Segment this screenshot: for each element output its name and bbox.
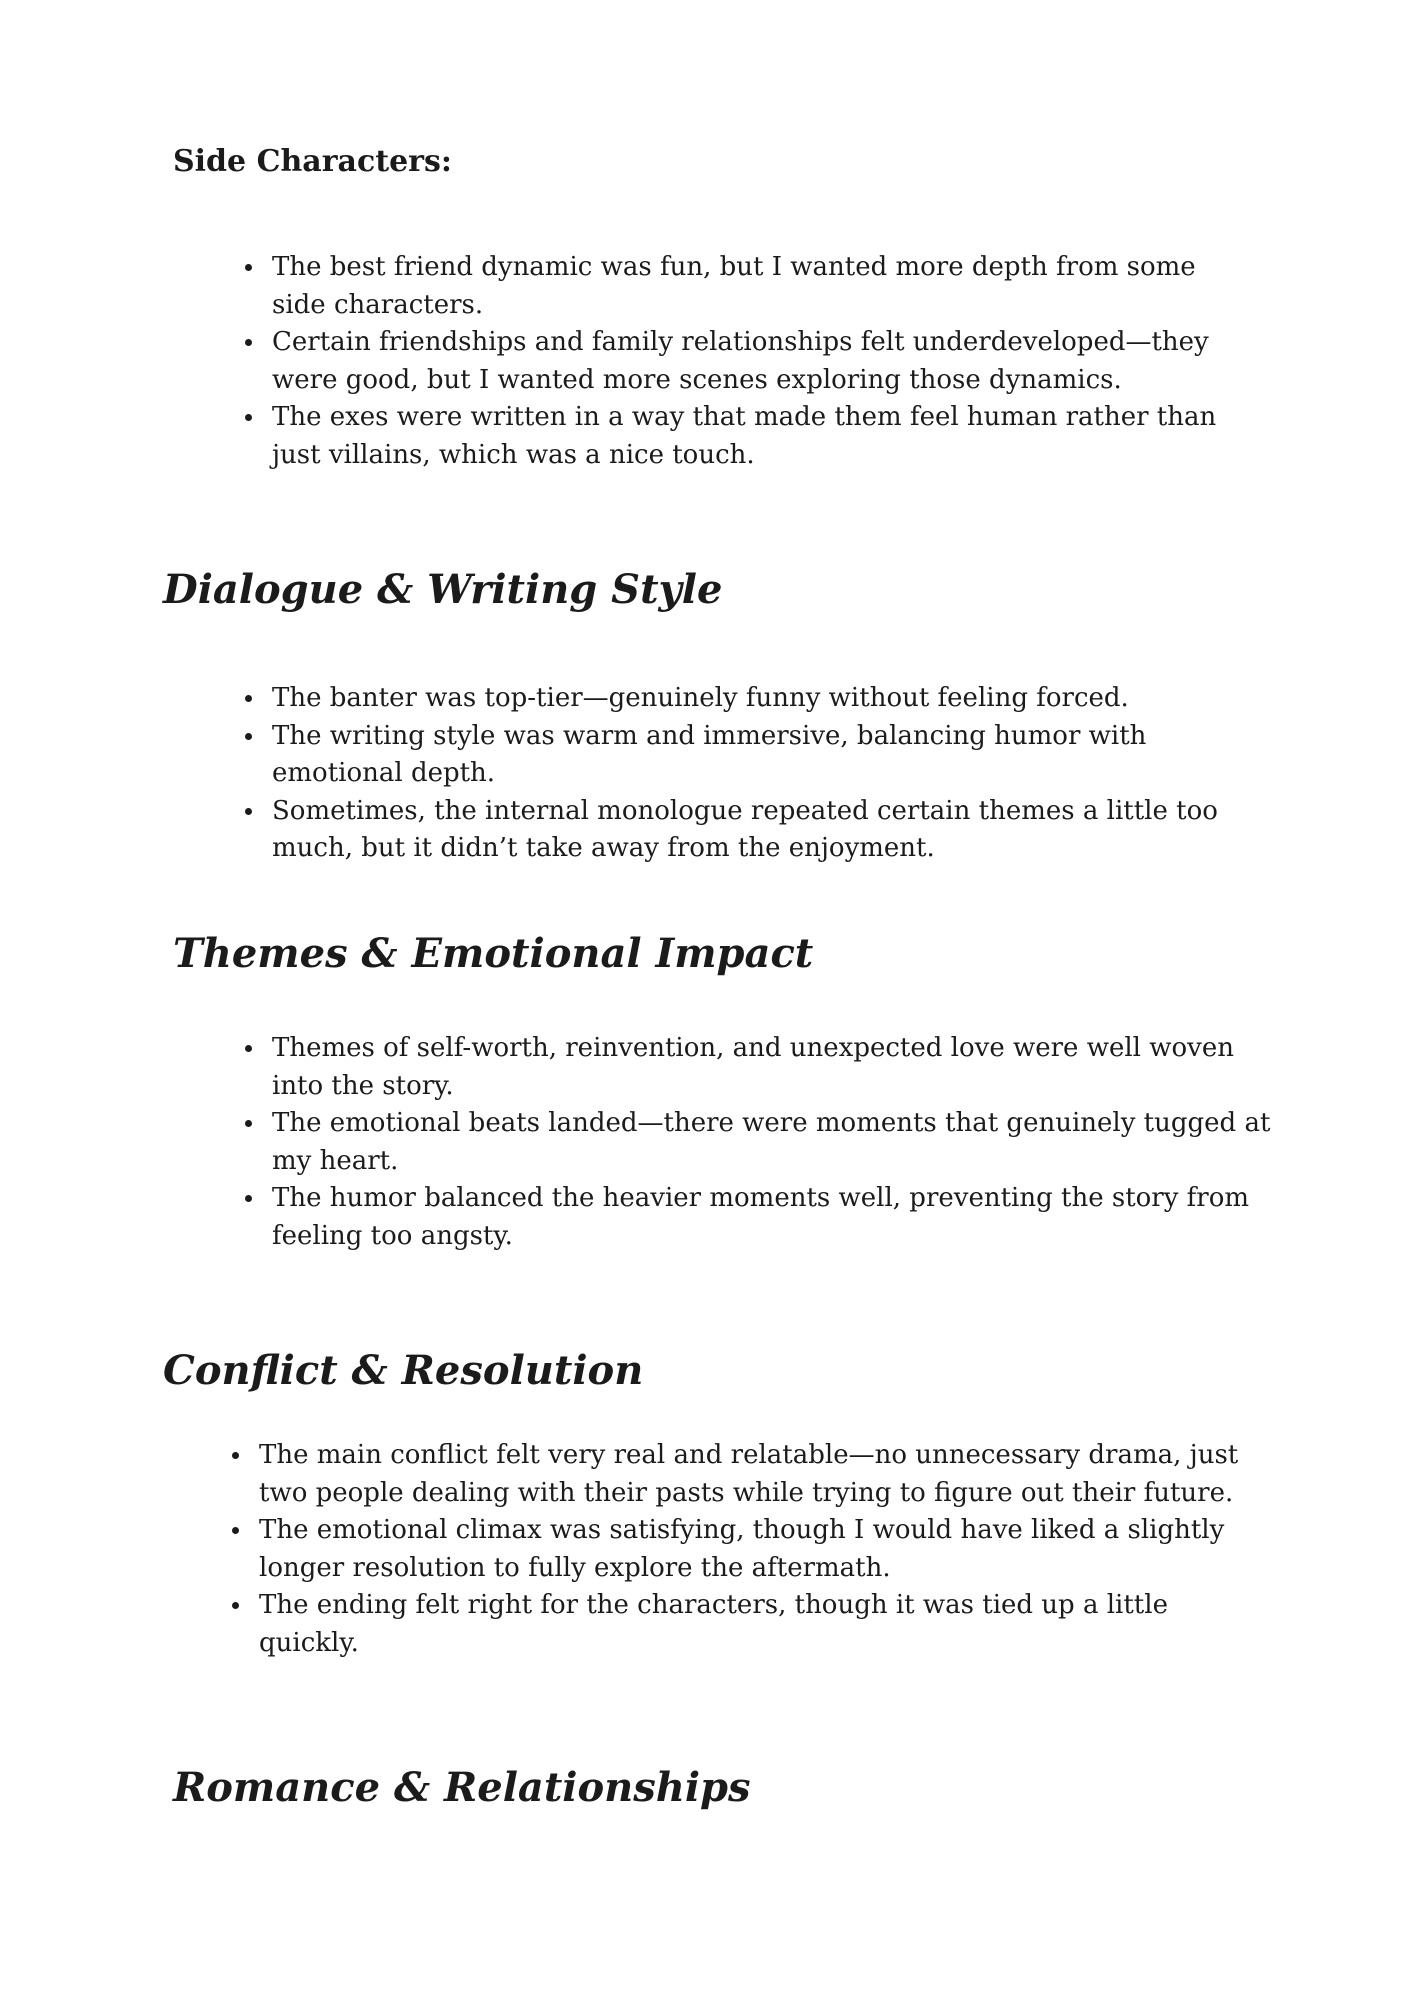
themes-list xyxy=(272,1030,1272,1256)
dialogue-heading: Dialogue & Writing Style xyxy=(163,566,723,613)
bullet-icon xyxy=(232,1602,239,1609)
bullet-icon xyxy=(245,1120,252,1127)
list-item: Themes of self-worth, reinvention, and unexpected love were well woven into the story. xyxy=(272,1030,1272,1105)
list-item: The writing style was warm and immersive, balancing humor with emotional depth. xyxy=(272,718,1234,793)
conflict-list xyxy=(259,1437,1259,1663)
romance-heading: Romance & Relationships xyxy=(173,1764,751,1811)
list-item: The emotional climax was satisfying, though I would have liked a slightly longer resolution to fully explore the aftermath. xyxy=(259,1512,1259,1587)
list-item: The best friend dynamic was fun, but I wanted more depth from some side characters. xyxy=(272,249,1232,324)
bullet-icon xyxy=(232,1452,239,1459)
bullet-icon xyxy=(232,1527,239,1534)
list-item: The exes were written in a way that made them feel human rather than just villains, which was a nice touch. xyxy=(272,399,1232,474)
bullet-icon xyxy=(245,1195,252,1202)
bullet-icon xyxy=(245,808,252,815)
list-item: The banter was top-tier—genuinely funny without feeling forced. xyxy=(272,680,1234,718)
list-item: The emotional beats landed—there were moments that genuinely tugged at my heart. xyxy=(272,1105,1272,1180)
bullet-icon xyxy=(245,264,252,271)
side-characters-heading: Side Characters: xyxy=(173,144,452,179)
side-characters-list xyxy=(272,249,1232,475)
list-item: The main conflict felt very real and relatable—no unnecessary drama, just two people dealing with their pasts while trying to figure out their future. xyxy=(259,1437,1259,1512)
bullet-icon xyxy=(245,1045,252,1052)
list-item: Certain friendships and family relationships felt underdeveloped—they were good, but I wanted more scenes exploring those dynamics. xyxy=(272,324,1232,399)
themes-heading: Themes & Emotional Impact xyxy=(173,930,814,977)
bullet-icon xyxy=(245,414,252,421)
list-item: The humor balanced the heavier moments well, preventing the story from feeling too angsty. xyxy=(272,1180,1272,1255)
list-item: Sometimes, the internal monologue repeated certain themes a little too much, but it didn’t take away from the enjoyment. xyxy=(272,793,1234,868)
bullet-icon xyxy=(245,695,252,702)
dialogue-list xyxy=(272,680,1234,868)
list-item: The ending felt right for the characters, though it was tied up a little quickly. xyxy=(259,1587,1259,1662)
conflict-heading: Conflict & Resolution xyxy=(163,1347,644,1394)
bullet-icon xyxy=(245,733,252,740)
bullet-icon xyxy=(245,339,252,346)
